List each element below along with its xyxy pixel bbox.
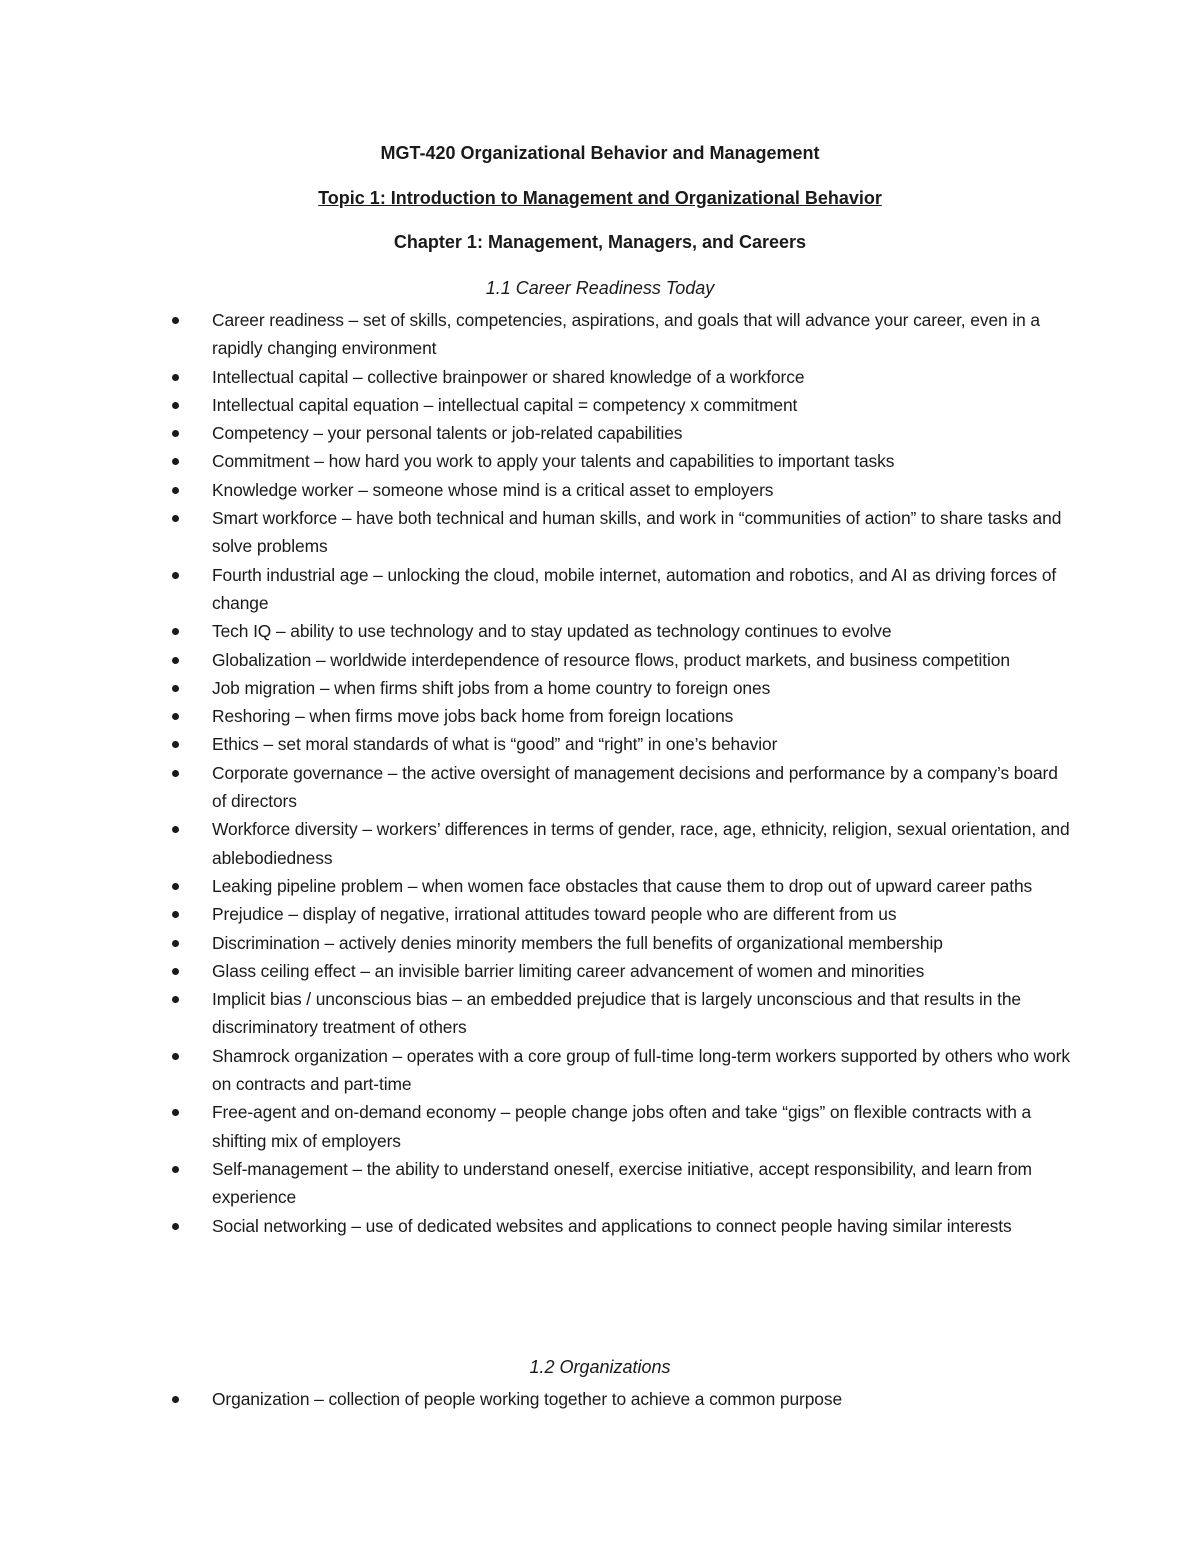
- list-item: [0, 929, 1072, 957]
- term-text: Self-management – the ability to understand oneself, exercise initiative, accept responsibility, and learn from experience: [212, 1158, 1032, 1208]
- bullet-icon: [172, 968, 179, 975]
- term-text: Workforce diversity – workers’ differences in terms of gender, race, age, ethnicity, religion, sexual orientation, and ablebodiedness: [212, 819, 1070, 868]
- list-item: [0, 1098, 1072, 1155]
- list-item: [0, 815, 1072, 872]
- bullet-icon: [172, 713, 179, 720]
- list-item: [0, 447, 1072, 475]
- term-text: Prejudice – display of negative, irrational attitudes toward people who are different from us: [212, 904, 897, 925]
- section-heading-career-readiness: 1.1 Career Readiness Today: [485, 278, 715, 298]
- list-item: [0, 617, 1072, 645]
- list-item: [0, 759, 1072, 816]
- bullet-icon: [172, 940, 179, 947]
- bullet-icon: [172, 826, 179, 833]
- term-text: Organization – collection of people working together to achieve a common purpose: [212, 1389, 843, 1409]
- term-text: Job migration – when firms shift jobs from a home country to foreign ones: [212, 677, 771, 698]
- term-list-organizations: [0, 1385, 1200, 1413]
- list-item: [0, 504, 1072, 561]
- list-item: [0, 985, 1072, 1042]
- term-text: Social networking – use of dedicated websites and applications to connect people having similar interests: [212, 1215, 1012, 1236]
- term-text: Fourth industrial age – unlocking the cloud, mobile internet, automation and robotics, and AI as driving forces of change: [212, 564, 1057, 613]
- list-item: [0, 1042, 1072, 1099]
- bullet-icon: [172, 770, 179, 777]
- list-item: [0, 872, 1072, 900]
- list-item: [0, 476, 1072, 504]
- term-text: Glass ceiling effect – an invisible barrier limiting career advancement of women and minorities: [212, 960, 925, 981]
- bullet-icon: [172, 1053, 179, 1060]
- list-item: [0, 702, 1072, 730]
- list-item: [0, 1212, 1072, 1240]
- list-item: [0, 363, 1072, 391]
- bullet-icon: [172, 657, 179, 664]
- bullet-icon: [172, 1223, 179, 1230]
- topic-heading: Topic 1: Introduction to Management and Organizational Behavior: [318, 188, 882, 208]
- list-item: [0, 1385, 1072, 1413]
- list-item: [0, 306, 1072, 363]
- term-text: Knowledge worker – someone whose mind is a critical asset to employers: [212, 479, 774, 500]
- list-item: [0, 646, 1072, 674]
- term-text: Reshoring – when firms move jobs back home from foreign locations: [212, 706, 734, 727]
- bullet-icon: [172, 741, 179, 748]
- section-heading-organizations: 1.2 Organizations: [529, 1357, 671, 1377]
- bullet-icon: [172, 430, 179, 437]
- bullet-icon: [172, 1396, 179, 1403]
- bullet-icon: [172, 685, 179, 692]
- bullet-icon: [172, 628, 179, 635]
- bullet-icon: [172, 487, 179, 494]
- list-item: [0, 561, 1072, 618]
- list-item: [0, 730, 1072, 758]
- bullet-icon: [172, 911, 179, 918]
- term-text: Corporate governance – the active oversight of management decisions and performance by a company’s board of directors: [212, 762, 1058, 812]
- term-text: Shamrock organization – operates with a core group of full-time long-term workers supported by others who work on contracts and part-time: [212, 1045, 1070, 1095]
- list-item: [0, 391, 1072, 419]
- bullet-icon: [172, 458, 179, 465]
- bullet-icon: [172, 1109, 179, 1116]
- bullet-icon: [172, 572, 179, 579]
- list-item: [0, 1155, 1072, 1212]
- term-text: Discrimination – actively denies minority members the full benefits of organizational membership: [212, 932, 943, 953]
- list-item: [0, 419, 1072, 447]
- document-title: MGT-420 Organizational Behavior and Management: [380, 143, 820, 163]
- list-item: [0, 957, 1072, 985]
- bullet-icon: [172, 402, 179, 409]
- bullet-icon: [172, 374, 179, 381]
- bullet-icon: [172, 996, 179, 1003]
- list-item: [0, 900, 1072, 928]
- bullet-icon: [172, 515, 179, 522]
- term-text: Career readiness – set of skills, competencies, aspirations, and goals that will advance your career, even in a rapidly changing environment: [212, 310, 1040, 359]
- term-text: Commitment – how hard you work to apply your talents and capabilities to important tasks: [212, 451, 895, 472]
- term-text: Intellectual capital – collective brainpower or shared knowledge of a workforce: [212, 366, 805, 387]
- chapter-heading: Chapter 1: Management, Managers, and Careers: [393, 232, 807, 252]
- term-text: Ethics – set moral standards of what is “good” and “right” in one’s behavior: [212, 734, 778, 755]
- term-text: Intellectual capital equation – intellectual capital = competency x commitment: [212, 394, 798, 415]
- term-text: Leaking pipeline problem – when women face obstacles that cause them to drop out of upward career paths: [212, 875, 1033, 896]
- term-list-career-readiness: [0, 306, 1200, 1240]
- term-text: Free-agent and on-demand economy – people change jobs often and take “gigs” on flexible contracts with a shifting mix of employers: [212, 1102, 1032, 1151]
- term-text: Globalization – worldwide interdependence of resource flows, product markets, and business competition: [212, 649, 1010, 670]
- term-text: Implicit bias / unconscious bias – an embedded prejudice that is largely unconscious and that results in the discriminatory treatment of others: [212, 989, 1021, 1038]
- term-text: Smart workforce – have both technical and human skills, and work in “communities of action” to share tasks and solve problems: [212, 508, 1062, 557]
- term-text: Tech IQ – ability to use technology and to stay updated as technology continues to evolve: [212, 621, 892, 642]
- bullet-icon: [172, 317, 179, 324]
- list-item: [0, 674, 1072, 702]
- bullet-icon: [172, 883, 179, 890]
- term-text: Competency – your personal talents or job-related capabilities: [212, 423, 683, 444]
- bullet-icon: [172, 1166, 179, 1173]
